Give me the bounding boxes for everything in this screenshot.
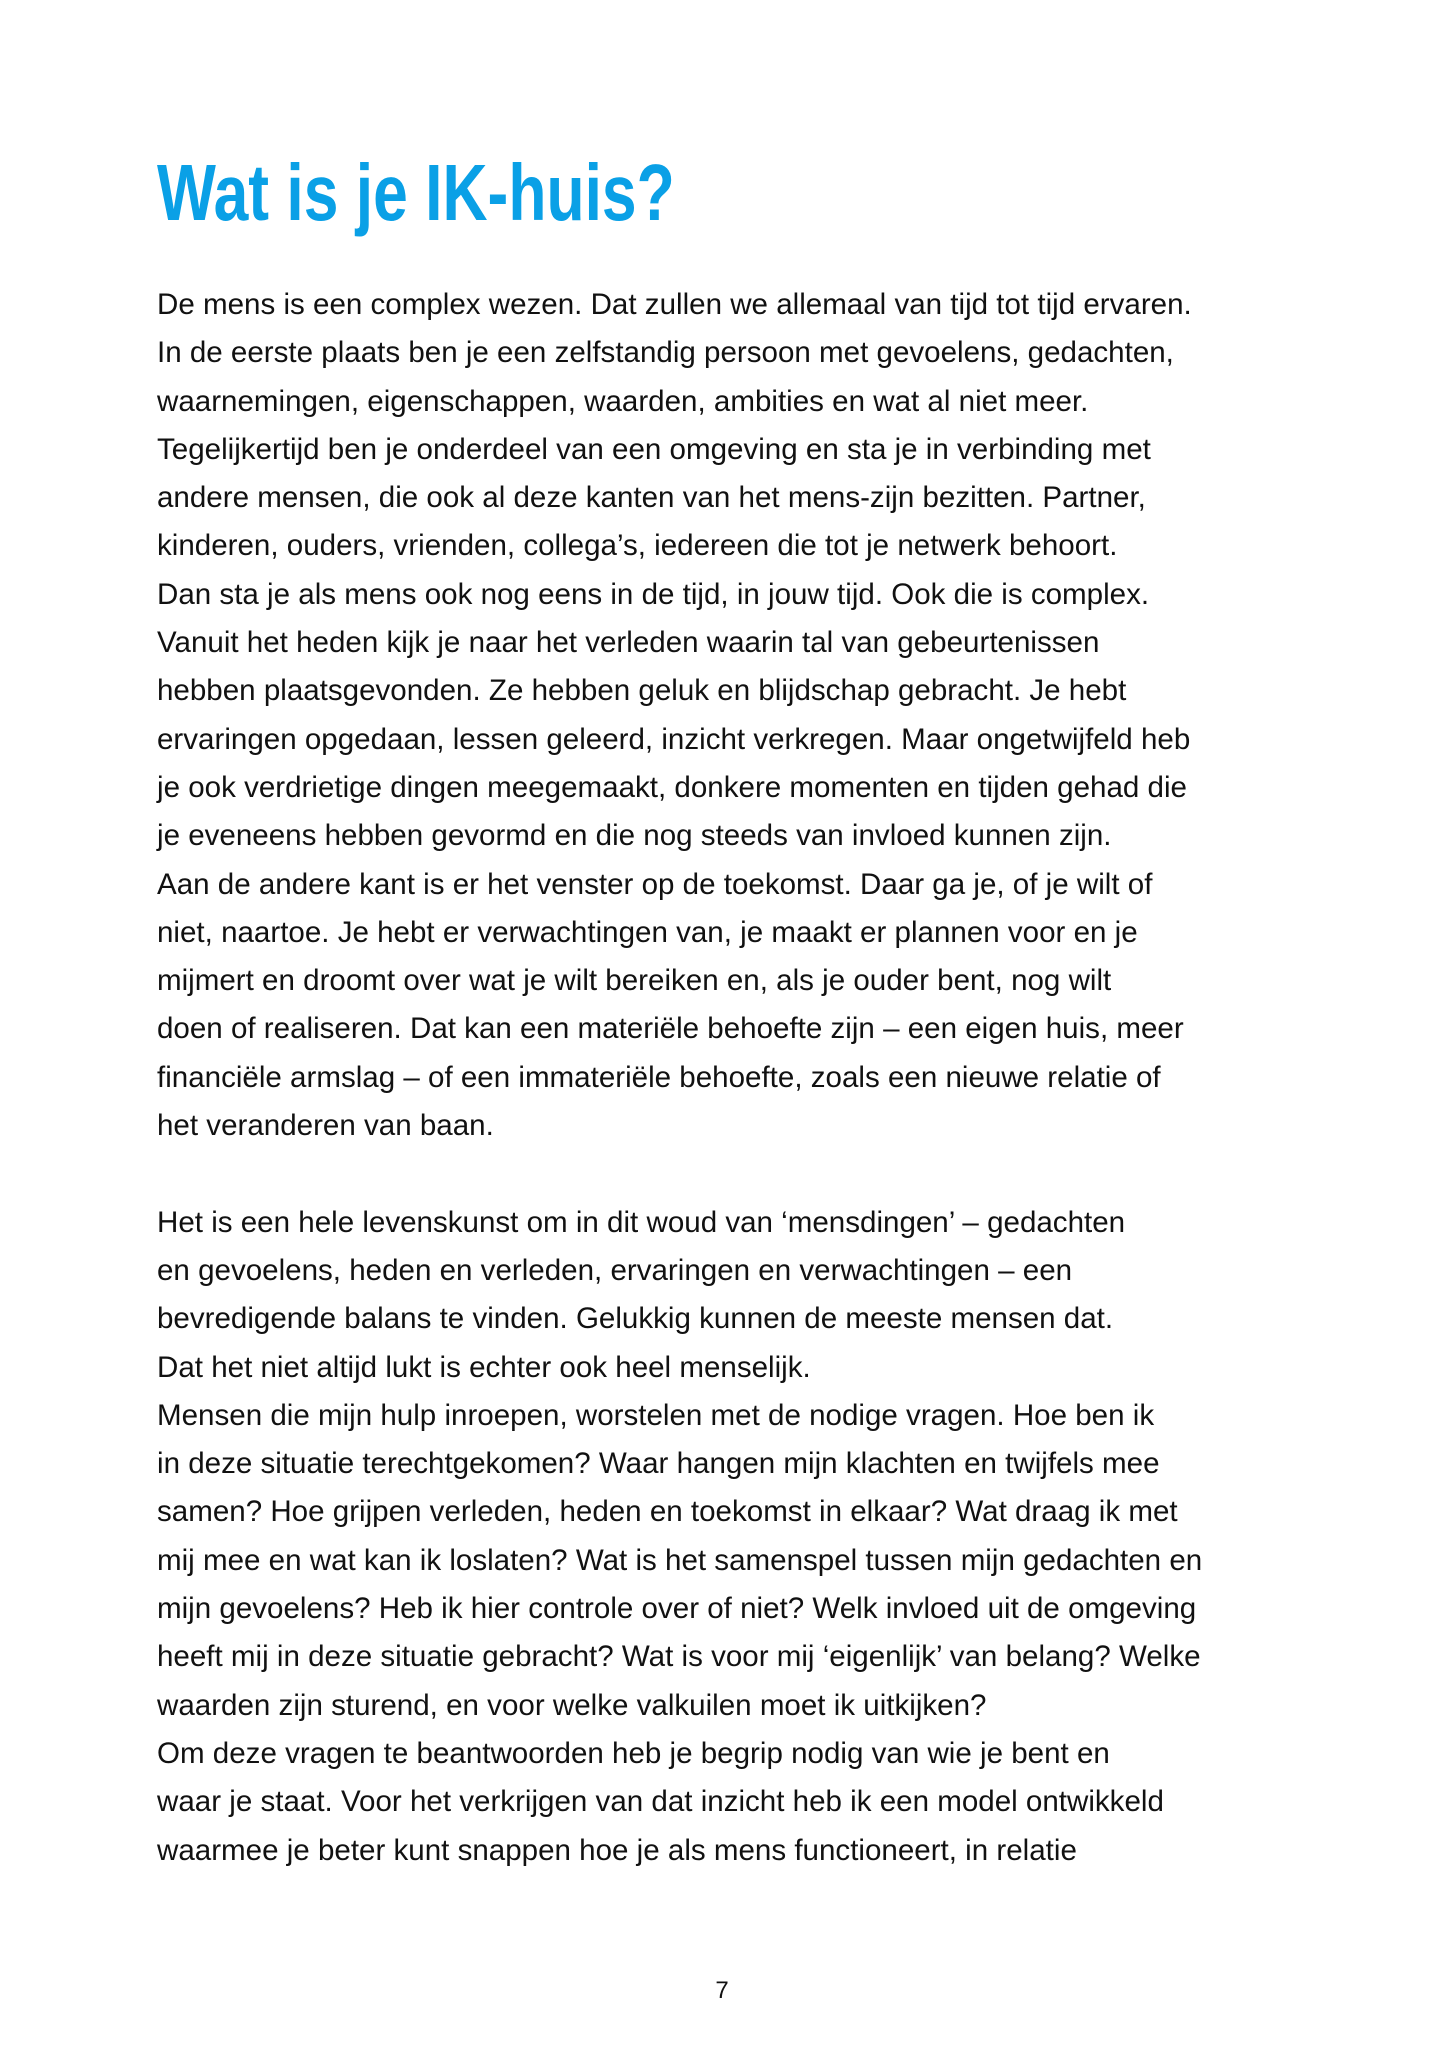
text-line: financiële armslag – of een immateriële behoefte, zoals een nieuwe relatie of (157, 1060, 1161, 1094)
page-title: Wat is je IK-huis? (157, 148, 675, 237)
text-line: hebben plaatsgevonden. Ze hebben geluk en blijdschap gebracht. Je hebt (157, 674, 1127, 708)
body-text (157, 281, 1357, 1875)
text-line: mijn gevoelens? Heb ik hier controle over of niet? Welk invloed uit de omgeving (157, 1592, 1197, 1626)
text-line: In de eerste plaats ben je een zelfstandig persoon met gevoelens, gedachten, (157, 336, 1174, 370)
text-line: mij mee en wat kan ik loslaten? Wat is het samenspel tussen mijn gedachten en (157, 1543, 1203, 1577)
text-line: Mensen die mijn hulp inroepen, worstelen met de nodige vragen. Hoe ben ik (157, 1398, 1155, 1432)
paragraph-1 (157, 281, 1357, 1150)
text-line: mijmert en droomt over wat je wilt bereiken en, als je ouder bent, nog wilt (157, 964, 1112, 998)
text-line: Tegelijkertijd ben je onderdeel van een omgeving en sta je in verbinding met (157, 432, 1151, 466)
text-line: waarden zijn sturend, en voor welke valkuilen moet ik uitkijken? (157, 1688, 987, 1722)
text-line: andere mensen, die ook al deze kanten van het mens-zijn bezitten. Partner, (157, 481, 1146, 515)
text-line: je ook verdrietige dingen meegemaakt, donkere momenten en tijden gehad die (157, 770, 1188, 804)
text-line: Aan de andere kant is er het venster op de toekomst. Daar ga je, of je wilt of (157, 867, 1153, 901)
paragraph-2 (157, 1199, 1357, 1875)
page-number: 7 (715, 1977, 729, 2004)
text-line: waarnemingen, eigenschappen, waarden, ambities en wat al niet meer. (157, 384, 1089, 418)
text-line: Om deze vragen te beantwoorden heb je begrip nodig van wie je bent en (157, 1736, 1110, 1770)
text-line: niet, naartoe. Je hebt er verwachtingen van, je maakt er plannen voor en je (157, 915, 1138, 949)
text-line: samen? Hoe grijpen verleden, heden en toekomst in elkaar? Wat draag ik met (157, 1495, 1178, 1529)
text-line: bevredigende balans te vinden. Gelukkig kunnen de meeste mensen dat. (157, 1302, 1114, 1336)
text-line: Het is een hele levenskunst om in dit woud van ‘mensdingen’ – gedachten (157, 1205, 1126, 1239)
text-line: waar je staat. Voor het verkrijgen van dat inzicht heb ik een model ontwikkeld (157, 1785, 1164, 1819)
text-line: Dat het niet altijd lukt is echter ook heel menselijk. (157, 1350, 811, 1384)
text-line: kinderen, ouders, vrienden, collega’s, iedereen die tot je netwerk behoort. (157, 529, 1118, 563)
text-line: Dan sta je als mens ook nog eens in de tijd, in jouw tijd. Ook die is complex. (157, 577, 1150, 611)
text-line: ervaringen opgedaan, lessen geleerd, inzicht verkregen. Maar ongetwijfeld heb (157, 722, 1191, 756)
text-line: De mens is een complex wezen. Dat zullen we allemaal van tijd tot tijd ervaren. (157, 288, 1192, 321)
text-line: waarmee je beter kunt snappen hoe je als mens functioneert, in relatie (157, 1833, 1077, 1867)
paragraph-spacer (157, 1150, 1357, 1198)
text-line: je eveneens hebben gevormd en die nog steeds van invloed kunnen zijn. (157, 819, 1112, 853)
text-line: heeft mij in deze situatie gebracht? Wat is voor mij ‘eigenlijk’ van belang? Welke (157, 1640, 1201, 1674)
text-line: en gevoelens, heden en verleden, ervaringen en verwachtingen – een (157, 1253, 1073, 1287)
text-line: het veranderen van baan. (157, 1109, 494, 1143)
text-line: Vanuit het heden kijk je naar het verleden waarin tal van gebeurtenissen (157, 626, 1100, 660)
text-line: doen of realiseren. Dat kan een materiële behoefte zijn – een eigen huis, meer (157, 1012, 1184, 1046)
text-line: in deze situatie terechtgekomen? Waar hangen mijn klachten en twijfels mee (157, 1447, 1160, 1481)
